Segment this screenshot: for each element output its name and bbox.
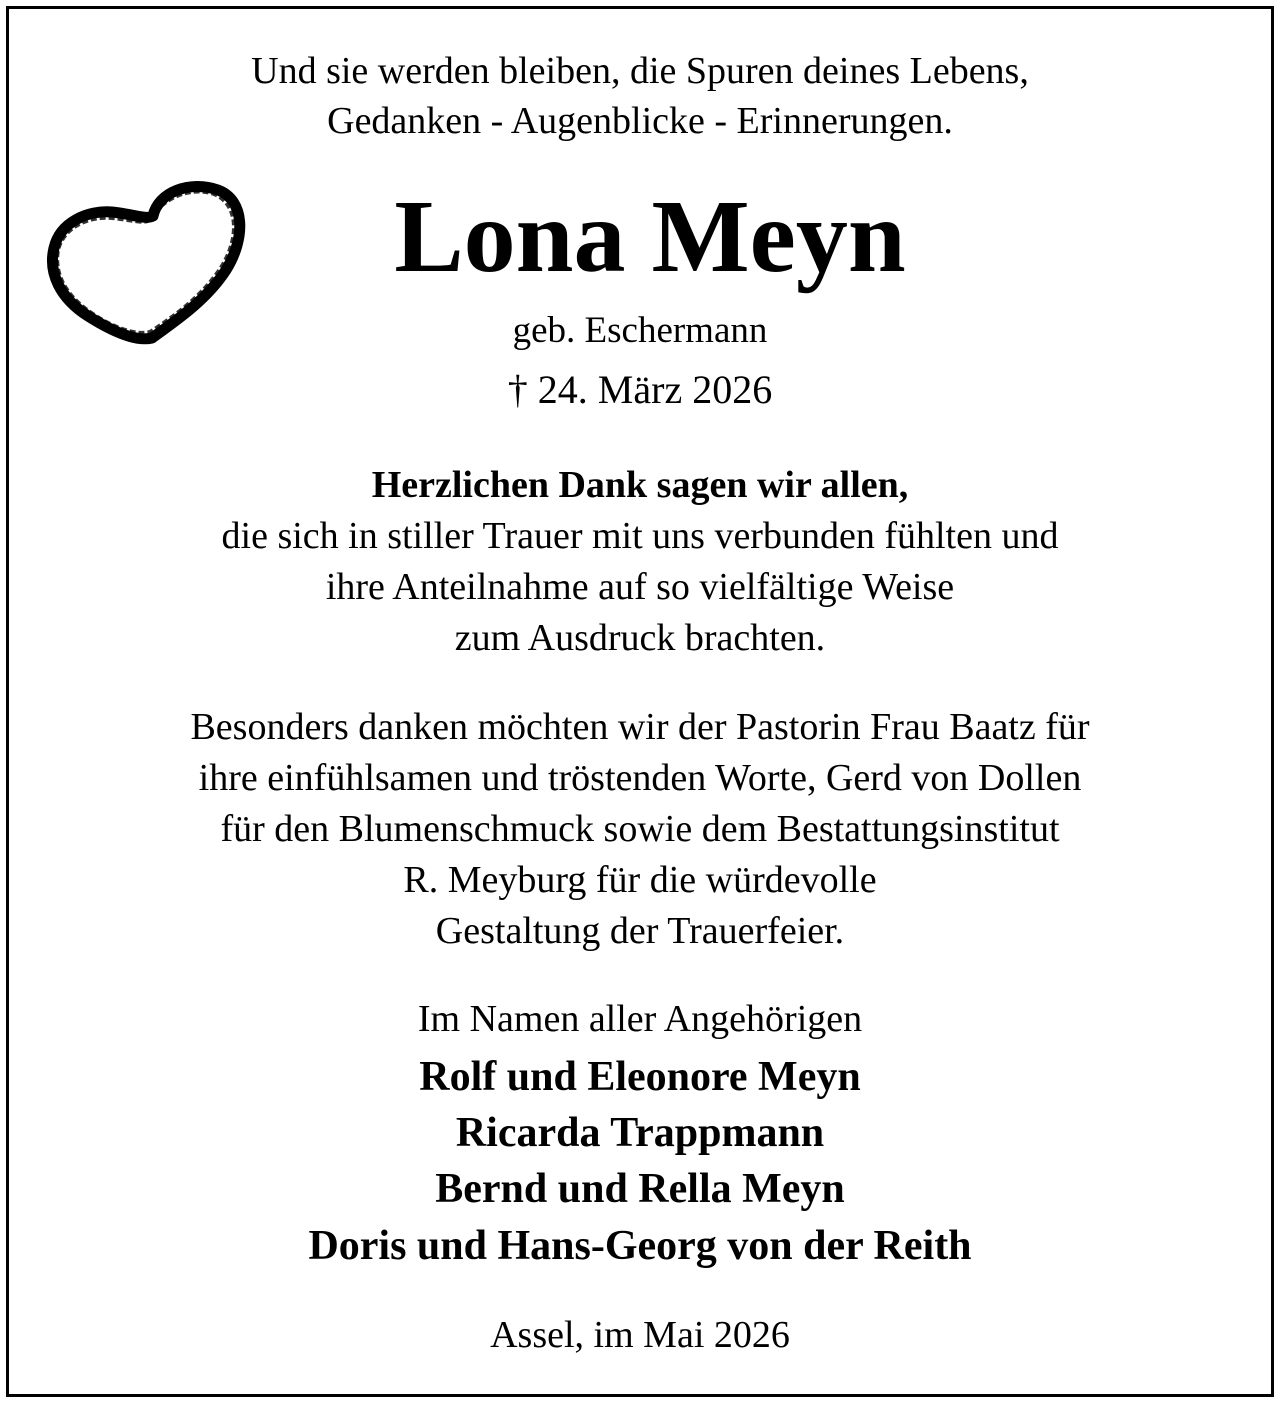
thanks-heading: Herzlichen Dank sagen wir allen,: [371, 464, 909, 506]
special-thanks-line-2: ihre einfühlsamen und tröstenden Worte, Gerd von Dollen: [198, 757, 1082, 799]
signatory-1: Rolf und Eleonore Meyn: [419, 1054, 861, 1100]
thanks-line-3: zum Ausdruck brachten.: [454, 617, 826, 659]
deceased-name: Lona Meyn: [394, 179, 906, 294]
death-date: † 24. März 2026: [507, 367, 773, 412]
motto-line-1: Und sie werden bleiben, die Spuren deines Lebens,: [251, 50, 1029, 92]
signatory-2: Ricarda Trappmann: [455, 1110, 825, 1156]
special-thanks-line-3: für den Blumenschmuck sowie dem Bestattungsinstitut: [220, 808, 1060, 850]
thanks-line-2: ihre Anteilnahme auf so vielfältige Weise: [325, 566, 955, 608]
signatory-4: Doris und Hans-Georg von der Reith: [308, 1223, 972, 1269]
special-thanks-line-1: Besonders danken möchten wir der Pastorin Frau Baatz für: [190, 706, 1090, 748]
special-thanks-line-4: R. Meyburg für die würdevolle: [403, 859, 877, 901]
signatory-3: Bernd und Rella Meyn: [435, 1166, 845, 1212]
motto-line-2: Gedanken - Augenblicke - Erinnerungen.: [327, 100, 953, 142]
special-thanks-line-5: Gestaltung der Trauerfeier.: [435, 910, 845, 952]
birth-name: geb. Eschermann: [512, 310, 768, 351]
signatories-intro: Im Namen aller Angehörigen: [417, 998, 863, 1040]
thanks-line-1: die sich in stiller Trauer mit uns verbunden fühlten und: [221, 515, 1059, 557]
place-date: Assel, im Mai 2026: [490, 1314, 790, 1356]
